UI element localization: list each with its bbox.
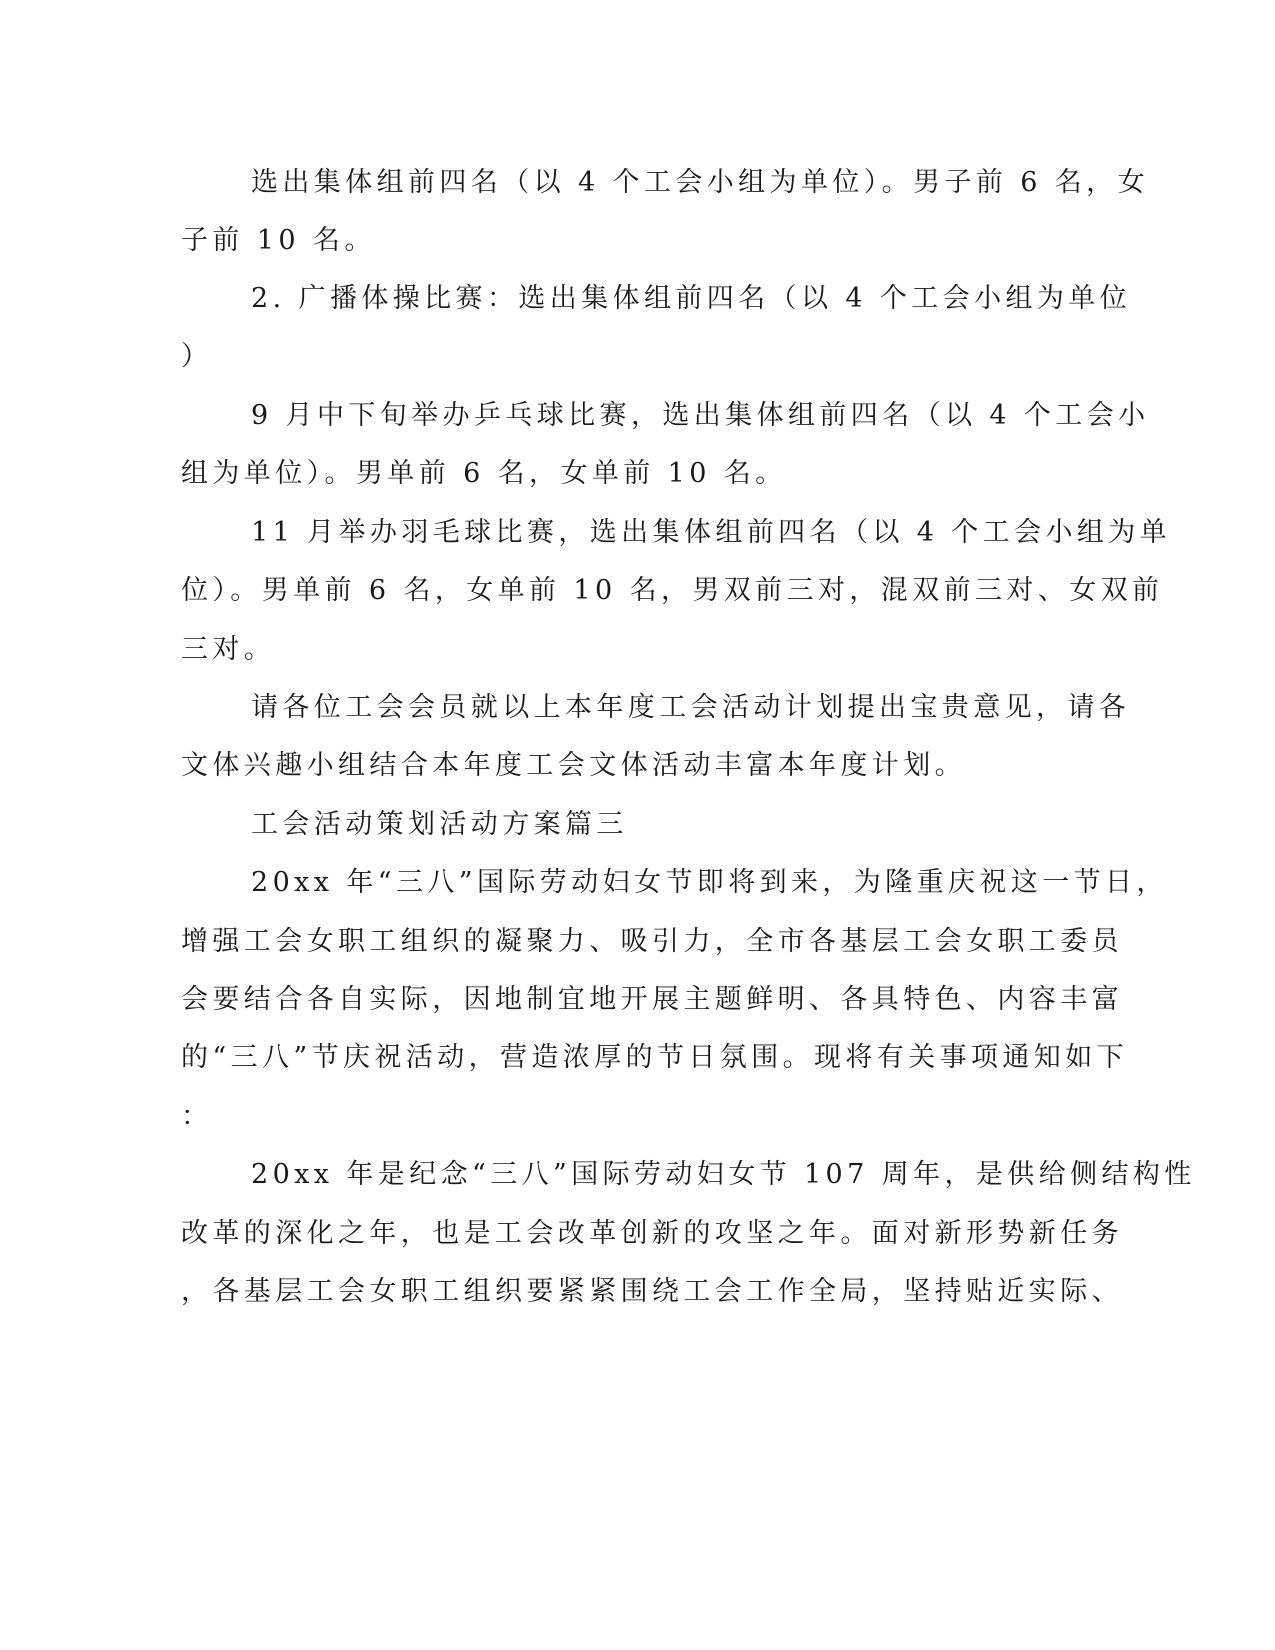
text-line: 选出集体组前四名（以 4 个工会小组为单位）。男子前 6 名，女 — [251, 167, 1149, 198]
text-line: 20xx 年是纪念“三八”国际劳动妇女节 107 周年，是供给侧结构性 — [251, 1159, 1196, 1190]
text-line: 20xx 年“三八”国际劳动妇女节即将到来，为隆重庆祝这一节日， — [251, 867, 1168, 898]
text-line: 增强工会女职工组织的凝聚力、吸引力，全市各基层工会女职工委员 — [181, 926, 1123, 957]
text-line: ） — [181, 341, 213, 372]
text-line: 会要结合各自实际，因地制宜地开展主题鲜明、各具特色、内容丰富 — [181, 984, 1123, 1015]
text-line: 位）。男单前 6 名，女单前 10 名，男双前三对，混双前三对、女双前 — [181, 575, 1164, 606]
text-line: ： — [181, 1101, 213, 1132]
text-line: 11 月举办羽毛球比赛，选出集体组前四名（以 4 个工会小组为单 — [251, 517, 1172, 548]
text-line: 请各位工会会员就以上本年度工会活动计划提出宝贵意见，请各 — [251, 692, 1131, 723]
text-line: 2. 广播体操比赛：选出集体组前四名（以 4 个工会小组为单位 — [251, 283, 1132, 314]
text-line: 文体兴趣小组结合本年度工会文体活动丰富本年度计划。 — [181, 750, 966, 781]
text-line: ，各基层工会女职工组织要紧紧围绕工会工作全局，坚持贴近实际、 — [181, 1276, 1123, 1307]
section-heading: 工会活动策划活动方案篇三 — [251, 809, 628, 840]
text-line: 三对。 — [181, 634, 276, 665]
text-line: 改革的深化之年，也是工会改革创新的攻坚之年。面对新形势新任务 — [181, 1218, 1123, 1249]
text-line: 子前 10 名。 — [181, 225, 376, 256]
text-line: 的“三八”节庆祝活动，营造浓厚的节日氛围。现将有关事项通知如下 — [181, 1042, 1129, 1073]
text-line: 组为单位）。男单前 6 名，女单前 10 名。 — [181, 458, 787, 489]
text-line: 9 月中下旬举办乒乓球比赛，选出集体组前四名（以 4 个工会小 — [251, 400, 1150, 431]
